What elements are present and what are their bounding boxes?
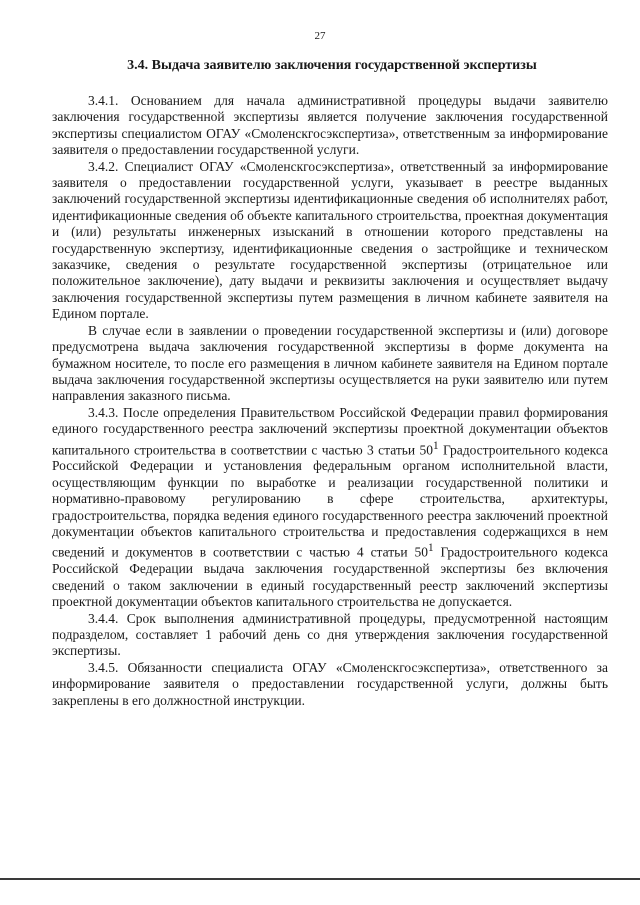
paragraph-3-4-2: 3.4.2. Специалист ОГАУ «Смоленскгосэкспертиза», ответственный за информирование заявителя о предоставлении государственной услуги, указывает в реестре выданных заключений государственной экспертизы идентификационные сведения об исполнителях работ, идентификационные сведения об объекте капитального строительства, проектная документация и (или) результаты инженерных изысканий в отношении которого представлены на государственную экспертизу, идентификационные сведения о застройщике и техническом заказчике, сведения о результате государственной экспертизы (отрицательное или положительное заключение), дату выдачи и реквизиты заключения и осуществляет выдачу заключения государственной экспертизы путем размещения в личном кабинете заявителя на Едином портале. bbox=[52, 158, 608, 322]
paragraph-paper-copy: В случае если в заявлении о проведении государственной экспертизы и (или) договоре предусмотрена выдача заключения государственной экспертизы в форме документа на бумажном носителе, то после его размещения в личном кабинете заявителя на Едином портале выдача заключения государственной экспертизы осуществляется на руки заявителю или путем направления заказного письма. bbox=[52, 322, 608, 404]
section-heading: 3.4. Выдача заявителю заключения государственной экспертизы bbox=[127, 58, 537, 73]
bottom-rule bbox=[0, 878, 640, 880]
paragraph-3-4-3: 3.4.3. После определения Правительством Российской Федерации правил формирования единого государственного реестра заключений экспертизы проектной документации объектов капитального строительства в соответствии с частью 3 статьи $50^1$ Градостроительного кодекса Российской Федерации и установления федеральным органом исполнительной власти, осуществляющим функции по выработке и реализации государственной политики и нормативно-правовому регулированию в сфере строительства, архитектуры, градостроительства, порядка ведения единого государственного реестра заключений проектной документации объектов капитального строительства и предоставления содержащихся в нем сведений и документов в соответствии с частью 4 статьи $50^1$ Градостроительного кодекса Российской Федерации выдача заключения государственной экспертизы без включения сведений о таком заключении в единый государственный реестр заключений экспертизы проектной документации объектов капитального строительства не допускается. bbox=[52, 404, 608, 610]
paragraph-3-4-5: 3.4.5. Обязанности специалиста ОГАУ «Смоленскгосэкспертиза», ответственного за информирование заявителя о предоставлении государственной услуги, должны быть закреплены в его должностной инструкции. bbox=[52, 659, 608, 708]
superscript: 1 bbox=[433, 439, 439, 452]
paragraph-3-4-1: 3.4.1. Основанием для начала административной процедуры выдачи заявителю заключения государственной экспертизы является получение заключения государственной экспертизы специалистом ОГАУ «Смоленскгосэкспертиза», ответственным за информирование заявителя о предоставлении государственной услуги. bbox=[52, 93, 608, 158]
paragraph-3-4-4: 3.4.4. Срок выполнения административной процедуры, предусмотренной настоящим подразделом, составляет 1 рабочий день со дня утверждения заключения государственной экспертизы. bbox=[52, 610, 608, 659]
page-number: 27 bbox=[314, 30, 326, 42]
superscript: 1 bbox=[427, 542, 434, 555]
body-text bbox=[52, 93, 608, 709]
